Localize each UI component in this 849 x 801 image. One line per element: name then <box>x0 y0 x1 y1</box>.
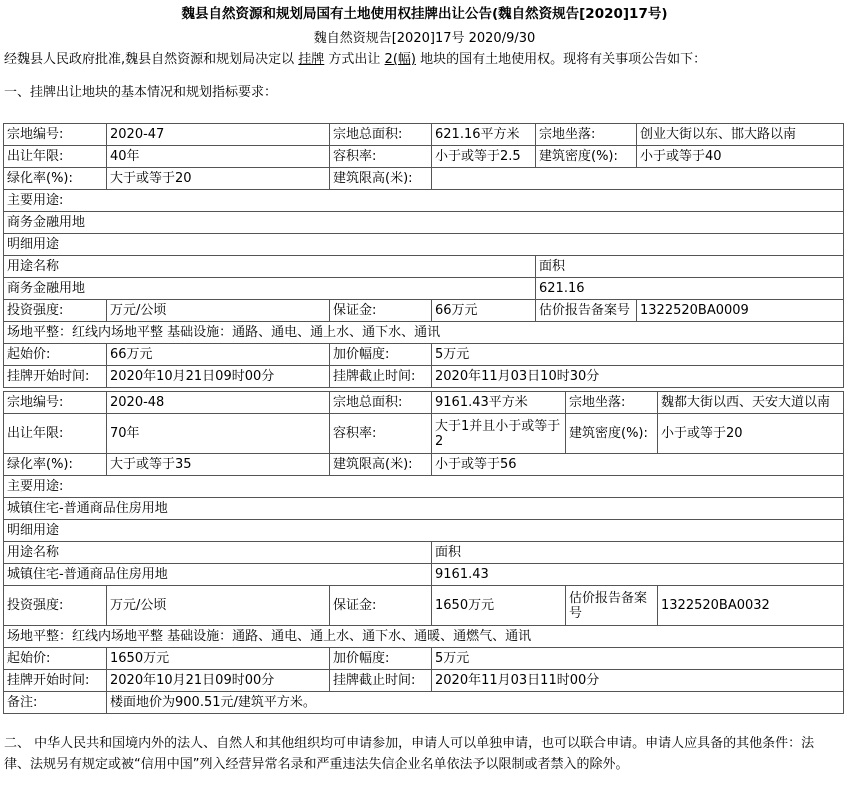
label-site: 场地平整：红线内场地平整 基础设施： <box>7 325 233 340</box>
table-row <box>4 234 844 256</box>
label-investment: 投资强度: <box>4 586 107 626</box>
document-number-date: 魏自然资规告[2020]17号 2020/9/30 <box>313 31 536 46</box>
label-increment: 加价幅度: <box>330 648 432 670</box>
greening: 大于或等于35 <box>107 454 330 476</box>
infrastructure: 通路、通电、通上水、通下水、通暖、通燃气、通讯 <box>232 629 532 644</box>
announcement-page <box>0 5 849 775</box>
table-row <box>4 626 844 648</box>
label-start-price: 起始价: <box>4 344 107 366</box>
label-area: 面积 <box>536 256 844 278</box>
total-area: 621.16平方米 <box>432 124 536 146</box>
table-row <box>4 520 844 542</box>
label-detail-use: 明细用途 <box>4 520 844 542</box>
location: 魏都大街以西、天安大道以南 <box>658 392 844 414</box>
start-price: 66万元 <box>107 344 330 366</box>
label-parcel-no: 宗地编号: <box>4 124 107 146</box>
table-row <box>4 212 844 234</box>
site-infrastructure <box>4 322 844 344</box>
appraisal-no: 1322520BA0032 <box>658 586 844 626</box>
table-row <box>4 392 844 414</box>
table-row <box>4 692 844 714</box>
deposit: 66万元 <box>432 300 536 322</box>
label-main-use: 主要用途: <box>4 190 844 212</box>
listing-start: 2020年10月21日09时00分 <box>107 366 330 388</box>
table-row <box>4 454 844 476</box>
table-row <box>4 670 844 692</box>
table-row <box>4 498 844 520</box>
label-remark: 备注: <box>4 692 107 714</box>
table-row <box>4 542 844 564</box>
use-area: 621.16 <box>536 278 844 300</box>
intro-paragraph <box>4 51 849 69</box>
table-row <box>4 344 844 366</box>
label-density: 建筑密度(%): <box>566 414 658 454</box>
label-listing-end: 挂牌截止时间: <box>330 670 432 692</box>
listing-start: 2020年10月21日09时00分 <box>107 670 330 692</box>
far: 小于或等于2.5 <box>432 146 536 168</box>
label-location: 宗地坐落: <box>566 392 658 414</box>
label-appraisal: 估价报告备案号 <box>536 300 637 322</box>
increment: 5万元 <box>432 344 844 366</box>
main-use: 城镇住宅-普通商品住房用地 <box>4 498 844 520</box>
label-use-name: 用途名称 <box>4 542 432 564</box>
intro-text-mid: 方式出让 <box>324 52 385 67</box>
intro-text-pre: 经魏县人民政府批准,魏县自然资源和规划局决定以 <box>4 52 299 67</box>
label-total-area: 宗地总面积: <box>330 392 432 414</box>
label-deposit: 保证金: <box>330 586 432 626</box>
far: 大于1并且小于或等于2 <box>432 414 566 454</box>
table-row <box>4 366 844 388</box>
greening: 大于或等于20 <box>107 168 330 190</box>
parcel-table <box>3 123 844 388</box>
label-parcel-no: 宗地编号: <box>4 392 107 414</box>
label-investment: 投资强度: <box>4 300 107 322</box>
parcel-no: 2020-47 <box>107 124 330 146</box>
appraisal-no: 1322520BA0009 <box>637 300 844 322</box>
label-site: 场地平整：红线内场地平整 基础设施： <box>7 629 233 644</box>
label-listing-start: 挂牌开始时间: <box>4 366 107 388</box>
parcel-table <box>3 391 844 714</box>
density: 小于或等于40 <box>637 146 844 168</box>
listing-end: 2020年11月03日10时30分 <box>432 366 844 388</box>
table-row <box>4 146 844 168</box>
label-deposit: 保证金: <box>330 300 432 322</box>
label-far: 容积率: <box>330 146 432 168</box>
table-row <box>4 414 844 454</box>
label-greening: 绿化率(%): <box>4 168 107 190</box>
label-area: 面积 <box>432 542 844 564</box>
deposit: 1650万元 <box>432 586 566 626</box>
table-row <box>4 278 844 300</box>
table-row <box>4 190 844 212</box>
table-row <box>4 300 844 322</box>
parcel-count: 2(幅) <box>384 52 416 67</box>
label-main-use: 主要用途: <box>4 476 844 498</box>
label-height-limit: 建筑限高(米): <box>330 454 432 476</box>
label-use-name: 用途名称 <box>4 256 536 278</box>
label-detail-use: 明细用途 <box>4 234 844 256</box>
label-term: 出让年限: <box>4 414 107 454</box>
label-height-limit: 建筑限高(米): <box>330 168 432 190</box>
table-row <box>4 322 844 344</box>
table-row <box>4 168 844 190</box>
investment: 万元/公顷 <box>107 586 330 626</box>
total-area: 9161.43平方米 <box>432 392 566 414</box>
table-row <box>4 648 844 670</box>
term: 40年 <box>107 146 330 168</box>
label-density: 建筑密度(%): <box>536 146 637 168</box>
table-row <box>4 586 844 626</box>
label-location: 宗地坐落: <box>536 124 637 146</box>
height-limit <box>432 168 844 190</box>
parcel-no: 2020-48 <box>107 392 330 414</box>
label-term: 出让年限: <box>4 146 107 168</box>
use-name: 城镇住宅-普通商品住房用地 <box>4 564 432 586</box>
label-increment: 加价幅度: <box>330 344 432 366</box>
use-name: 商务金融用地 <box>4 278 536 300</box>
label-listing-end: 挂牌截止时间: <box>330 366 432 388</box>
label-greening: 绿化率(%): <box>4 454 107 476</box>
section-1-heading: 一、挂牌出让地块的基本情况和规划指标要求： <box>4 85 278 100</box>
transfer-method: 挂牌 <box>298 52 325 67</box>
table-row <box>4 564 844 586</box>
site-infrastructure <box>4 626 844 648</box>
intro-text-post: 地块的国有土地使用权。现将有关事项公告如下： <box>415 52 707 67</box>
label-start-price: 起始价: <box>4 648 107 670</box>
label-far: 容积率: <box>330 414 432 454</box>
use-area: 9161.43 <box>432 564 844 586</box>
start-price: 1650万元 <box>107 648 330 670</box>
label-appraisal: 估价报告备案号 <box>566 586 658 626</box>
location: 创业大街以东、邯大路以南 <box>637 124 844 146</box>
term: 70年 <box>107 414 330 454</box>
listing-end: 2020年11月03日11时00分 <box>432 670 844 692</box>
density: 小于或等于20 <box>658 414 844 454</box>
main-use: 商务金融用地 <box>4 212 844 234</box>
height-limit: 小于或等于56 <box>432 454 844 476</box>
page-title: 魏县自然资源和规划局国有土地使用权挂牌出让公告(魏自然资规告[2020]17号) <box>181 6 668 22</box>
remark: 楼面地价为900.51元/建筑平方米。 <box>107 692 844 714</box>
investment: 万元/公顷 <box>107 300 330 322</box>
increment: 5万元 <box>432 648 844 670</box>
label-listing-start: 挂牌开始时间: <box>4 670 107 692</box>
table-row <box>4 256 844 278</box>
infrastructure: 通路、通电、通上水、通下水、通讯 <box>232 325 441 340</box>
table-row <box>4 476 844 498</box>
label-total-area: 宗地总面积: <box>330 124 432 146</box>
section-2-paragraph: 二、 中华人民共和国境内外的法人、自然人和其他组织均可申请参加，申请人可以单独申请，也可以联合申请。申请人应具备的其他条件：法律、法规另有规定或被“信用中国”列入经营异常名录和严重违法失信企业名单依法予以限制或者禁入的除外。 <box>4 736 815 772</box>
table-row <box>4 124 844 146</box>
